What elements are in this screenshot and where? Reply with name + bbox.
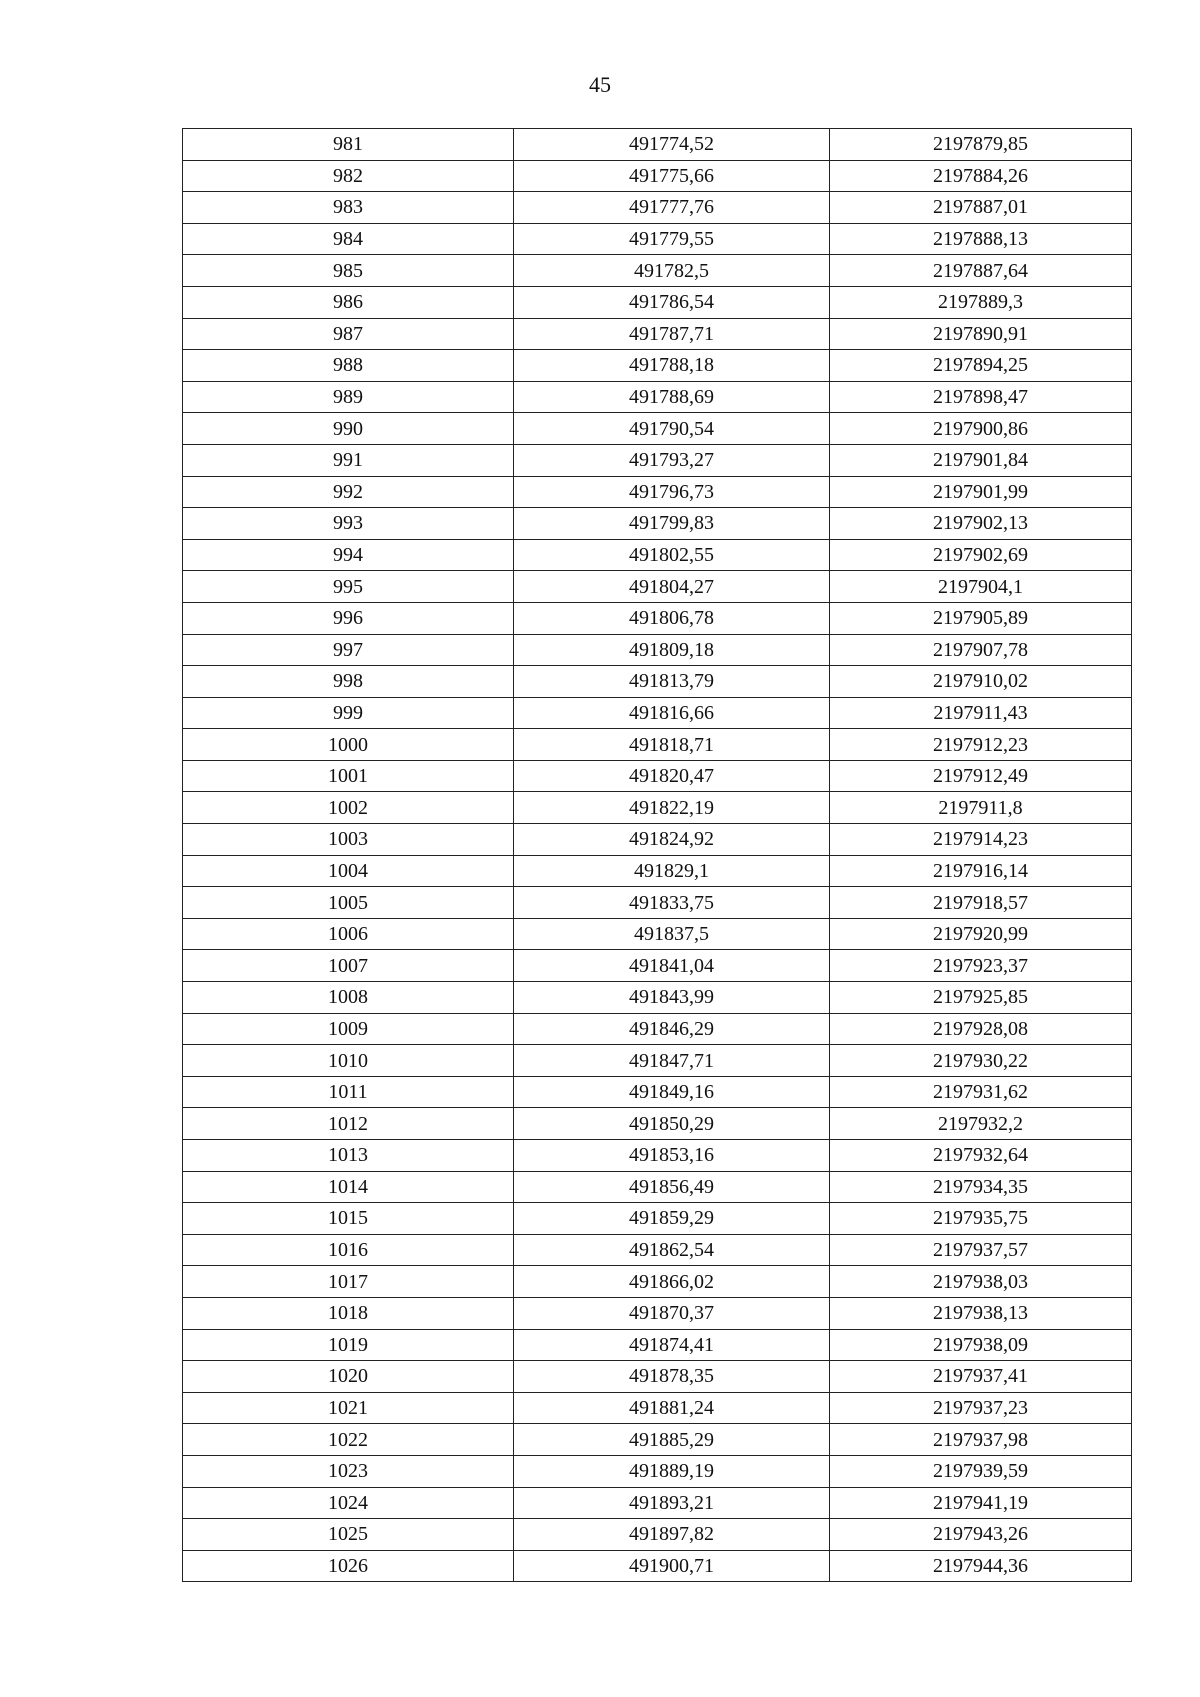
x-coordinate-cell: 491885,29 [514, 1424, 830, 1456]
point-number-cell: 1022 [183, 1424, 514, 1456]
point-number-cell: 1000 [183, 729, 514, 761]
point-number-cell: 998 [183, 666, 514, 698]
coordinates-table-body [183, 129, 1132, 1582]
x-coordinate-cell: 491775,66 [514, 160, 830, 192]
point-number-cell: 1001 [183, 760, 514, 792]
table-row [183, 1329, 1132, 1361]
x-coordinate-cell: 491859,29 [514, 1203, 830, 1235]
table-row [183, 1108, 1132, 1140]
y-coordinate-cell: 2197916,14 [830, 855, 1132, 887]
x-coordinate-cell: 491843,99 [514, 982, 830, 1014]
y-coordinate-cell: 2197914,23 [830, 824, 1132, 856]
point-number-cell: 1020 [183, 1361, 514, 1393]
y-coordinate-cell: 2197939,59 [830, 1455, 1132, 1487]
y-coordinate-cell: 2197941,19 [830, 1487, 1132, 1519]
point-number-cell: 1017 [183, 1266, 514, 1298]
point-number-cell: 988 [183, 350, 514, 382]
y-coordinate-cell: 2197920,99 [830, 918, 1132, 950]
y-coordinate-cell: 2197898,47 [830, 381, 1132, 413]
x-coordinate-cell: 491897,82 [514, 1519, 830, 1551]
table-row [183, 160, 1132, 192]
point-number-cell: 1023 [183, 1455, 514, 1487]
x-coordinate-cell: 491862,54 [514, 1234, 830, 1266]
x-coordinate-cell: 491856,49 [514, 1171, 830, 1203]
y-coordinate-cell: 2197938,09 [830, 1329, 1132, 1361]
y-coordinate-cell: 2197889,3 [830, 286, 1132, 318]
table-row [183, 918, 1132, 950]
y-coordinate-cell: 2197902,69 [830, 539, 1132, 571]
table-row [183, 1203, 1132, 1235]
table-row [183, 1297, 1132, 1329]
y-coordinate-cell: 2197938,03 [830, 1266, 1132, 1298]
point-number-cell: 1008 [183, 982, 514, 1014]
point-number-cell: 1019 [183, 1329, 514, 1361]
y-coordinate-cell: 2197912,49 [830, 760, 1132, 792]
y-coordinate-cell: 2197918,57 [830, 887, 1132, 919]
y-coordinate-cell: 2197884,26 [830, 160, 1132, 192]
point-number-cell: 992 [183, 476, 514, 508]
point-number-cell: 1012 [183, 1108, 514, 1140]
x-coordinate-cell: 491806,78 [514, 602, 830, 634]
x-coordinate-cell: 491782,5 [514, 255, 830, 287]
x-coordinate-cell: 491847,71 [514, 1045, 830, 1077]
point-number-cell: 1003 [183, 824, 514, 856]
x-coordinate-cell: 491809,18 [514, 634, 830, 666]
point-number-cell: 982 [183, 160, 514, 192]
point-number-cell: 1004 [183, 855, 514, 887]
table-row [183, 824, 1132, 856]
x-coordinate-cell: 491837,5 [514, 918, 830, 950]
x-coordinate-cell: 491820,47 [514, 760, 830, 792]
x-coordinate-cell: 491829,1 [514, 855, 830, 887]
x-coordinate-cell: 491774,52 [514, 129, 830, 161]
y-coordinate-cell: 2197911,43 [830, 697, 1132, 729]
table-row [183, 318, 1132, 350]
table-row [183, 1424, 1132, 1456]
x-coordinate-cell: 491796,73 [514, 476, 830, 508]
y-coordinate-cell: 2197911,8 [830, 792, 1132, 824]
point-number-cell: 1013 [183, 1140, 514, 1172]
y-coordinate-cell: 2197879,85 [830, 129, 1132, 161]
point-number-cell: 1014 [183, 1171, 514, 1203]
y-coordinate-cell: 2197900,86 [830, 413, 1132, 445]
point-number-cell: 1024 [183, 1487, 514, 1519]
point-number-cell: 994 [183, 539, 514, 571]
x-coordinate-cell: 491822,19 [514, 792, 830, 824]
x-coordinate-cell: 491853,16 [514, 1140, 830, 1172]
x-coordinate-cell: 491779,55 [514, 223, 830, 255]
table-row [183, 476, 1132, 508]
point-number-cell: 1025 [183, 1519, 514, 1551]
point-number-cell: 1026 [183, 1550, 514, 1582]
x-coordinate-cell: 491818,71 [514, 729, 830, 761]
table-row [183, 887, 1132, 919]
table-row [183, 792, 1132, 824]
table-row [183, 666, 1132, 698]
table-row [183, 1487, 1132, 1519]
x-coordinate-cell: 491850,29 [514, 1108, 830, 1140]
point-number-cell: 1006 [183, 918, 514, 950]
y-coordinate-cell: 2197901,99 [830, 476, 1132, 508]
table-row [183, 223, 1132, 255]
y-coordinate-cell: 2197935,75 [830, 1203, 1132, 1235]
coordinates-table [182, 128, 1132, 1582]
table-row [183, 1266, 1132, 1298]
y-coordinate-cell: 2197902,13 [830, 508, 1132, 540]
y-coordinate-cell: 2197910,02 [830, 666, 1132, 698]
y-coordinate-cell: 2197912,23 [830, 729, 1132, 761]
table-row [183, 350, 1132, 382]
table-row [183, 286, 1132, 318]
point-number-cell: 990 [183, 413, 514, 445]
point-number-cell: 983 [183, 192, 514, 224]
x-coordinate-cell: 491866,02 [514, 1266, 830, 1298]
x-coordinate-cell: 491889,19 [514, 1455, 830, 1487]
y-coordinate-cell: 2197937,98 [830, 1424, 1132, 1456]
point-number-cell: 996 [183, 602, 514, 634]
table-row [183, 1140, 1132, 1172]
point-number-cell: 991 [183, 444, 514, 476]
table-row [183, 192, 1132, 224]
y-coordinate-cell: 2197934,35 [830, 1171, 1132, 1203]
table-row [183, 602, 1132, 634]
table-row [183, 1361, 1132, 1393]
x-coordinate-cell: 491802,55 [514, 539, 830, 571]
point-number-cell: 999 [183, 697, 514, 729]
x-coordinate-cell: 491813,79 [514, 666, 830, 698]
y-coordinate-cell: 2197887,01 [830, 192, 1132, 224]
table-row [183, 1392, 1132, 1424]
table-row [183, 1045, 1132, 1077]
y-coordinate-cell: 2197888,13 [830, 223, 1132, 255]
y-coordinate-cell: 2197907,78 [830, 634, 1132, 666]
x-coordinate-cell: 491849,16 [514, 1076, 830, 1108]
point-number-cell: 985 [183, 255, 514, 287]
x-coordinate-cell: 491824,92 [514, 824, 830, 856]
x-coordinate-cell: 491881,24 [514, 1392, 830, 1424]
y-coordinate-cell: 2197932,2 [830, 1108, 1132, 1140]
y-coordinate-cell: 2197901,84 [830, 444, 1132, 476]
table-row [183, 444, 1132, 476]
y-coordinate-cell: 2197944,36 [830, 1550, 1132, 1582]
point-number-cell: 984 [183, 223, 514, 255]
x-coordinate-cell: 491874,41 [514, 1329, 830, 1361]
table-row [183, 729, 1132, 761]
table-row [183, 508, 1132, 540]
y-coordinate-cell: 2197931,62 [830, 1076, 1132, 1108]
x-coordinate-cell: 491788,69 [514, 381, 830, 413]
table-row [183, 1519, 1132, 1551]
x-coordinate-cell: 491878,35 [514, 1361, 830, 1393]
x-coordinate-cell: 491790,54 [514, 413, 830, 445]
table-row [183, 129, 1132, 161]
table-row [183, 855, 1132, 887]
table-row [183, 697, 1132, 729]
y-coordinate-cell: 2197925,85 [830, 982, 1132, 1014]
table-row [183, 255, 1132, 287]
point-number-cell: 995 [183, 571, 514, 603]
point-number-cell: 987 [183, 318, 514, 350]
y-coordinate-cell: 2197894,25 [830, 350, 1132, 382]
point-number-cell: 981 [183, 129, 514, 161]
table-row [183, 413, 1132, 445]
x-coordinate-cell: 491804,27 [514, 571, 830, 603]
point-number-cell: 989 [183, 381, 514, 413]
table-row [183, 539, 1132, 571]
x-coordinate-cell: 491787,71 [514, 318, 830, 350]
y-coordinate-cell: 2197932,64 [830, 1140, 1132, 1172]
x-coordinate-cell: 491788,18 [514, 350, 830, 382]
table-row [183, 381, 1132, 413]
x-coordinate-cell: 491841,04 [514, 950, 830, 982]
point-number-cell: 1021 [183, 1392, 514, 1424]
point-number-cell: 1011 [183, 1076, 514, 1108]
point-number-cell: 1010 [183, 1045, 514, 1077]
point-number-cell: 1005 [183, 887, 514, 919]
point-number-cell: 986 [183, 286, 514, 318]
table-row [183, 634, 1132, 666]
y-coordinate-cell: 2197923,37 [830, 950, 1132, 982]
y-coordinate-cell: 2197930,22 [830, 1045, 1132, 1077]
point-number-cell: 1002 [183, 792, 514, 824]
y-coordinate-cell: 2197890,91 [830, 318, 1132, 350]
point-number-cell: 1018 [183, 1297, 514, 1329]
table-row [183, 1234, 1132, 1266]
y-coordinate-cell: 2197887,64 [830, 255, 1132, 287]
y-coordinate-cell: 2197937,41 [830, 1361, 1132, 1393]
point-number-cell: 997 [183, 634, 514, 666]
point-number-cell: 1016 [183, 1234, 514, 1266]
table-row [183, 1013, 1132, 1045]
table-row [183, 950, 1132, 982]
x-coordinate-cell: 491893,21 [514, 1487, 830, 1519]
y-coordinate-cell: 2197904,1 [830, 571, 1132, 603]
x-coordinate-cell: 491786,54 [514, 286, 830, 318]
y-coordinate-cell: 2197905,89 [830, 602, 1132, 634]
point-number-cell: 1009 [183, 1013, 514, 1045]
y-coordinate-cell: 2197937,23 [830, 1392, 1132, 1424]
x-coordinate-cell: 491799,83 [514, 508, 830, 540]
table-row [183, 571, 1132, 603]
y-coordinate-cell: 2197943,26 [830, 1519, 1132, 1551]
x-coordinate-cell: 491816,66 [514, 697, 830, 729]
point-number-cell: 1007 [183, 950, 514, 982]
x-coordinate-cell: 491870,37 [514, 1297, 830, 1329]
x-coordinate-cell: 491833,75 [514, 887, 830, 919]
page-number: 45 [589, 72, 611, 97]
y-coordinate-cell: 2197937,57 [830, 1234, 1132, 1266]
table-row [183, 1076, 1132, 1108]
table-row [183, 1550, 1132, 1582]
x-coordinate-cell: 491777,76 [514, 192, 830, 224]
point-number-cell: 1015 [183, 1203, 514, 1235]
y-coordinate-cell: 2197938,13 [830, 1297, 1132, 1329]
table-row [183, 1455, 1132, 1487]
x-coordinate-cell: 491846,29 [514, 1013, 830, 1045]
point-number-cell: 993 [183, 508, 514, 540]
table-row [183, 1171, 1132, 1203]
x-coordinate-cell: 491793,27 [514, 444, 830, 476]
table-row [183, 760, 1132, 792]
y-coordinate-cell: 2197928,08 [830, 1013, 1132, 1045]
table-row [183, 982, 1132, 1014]
x-coordinate-cell: 491900,71 [514, 1550, 830, 1582]
